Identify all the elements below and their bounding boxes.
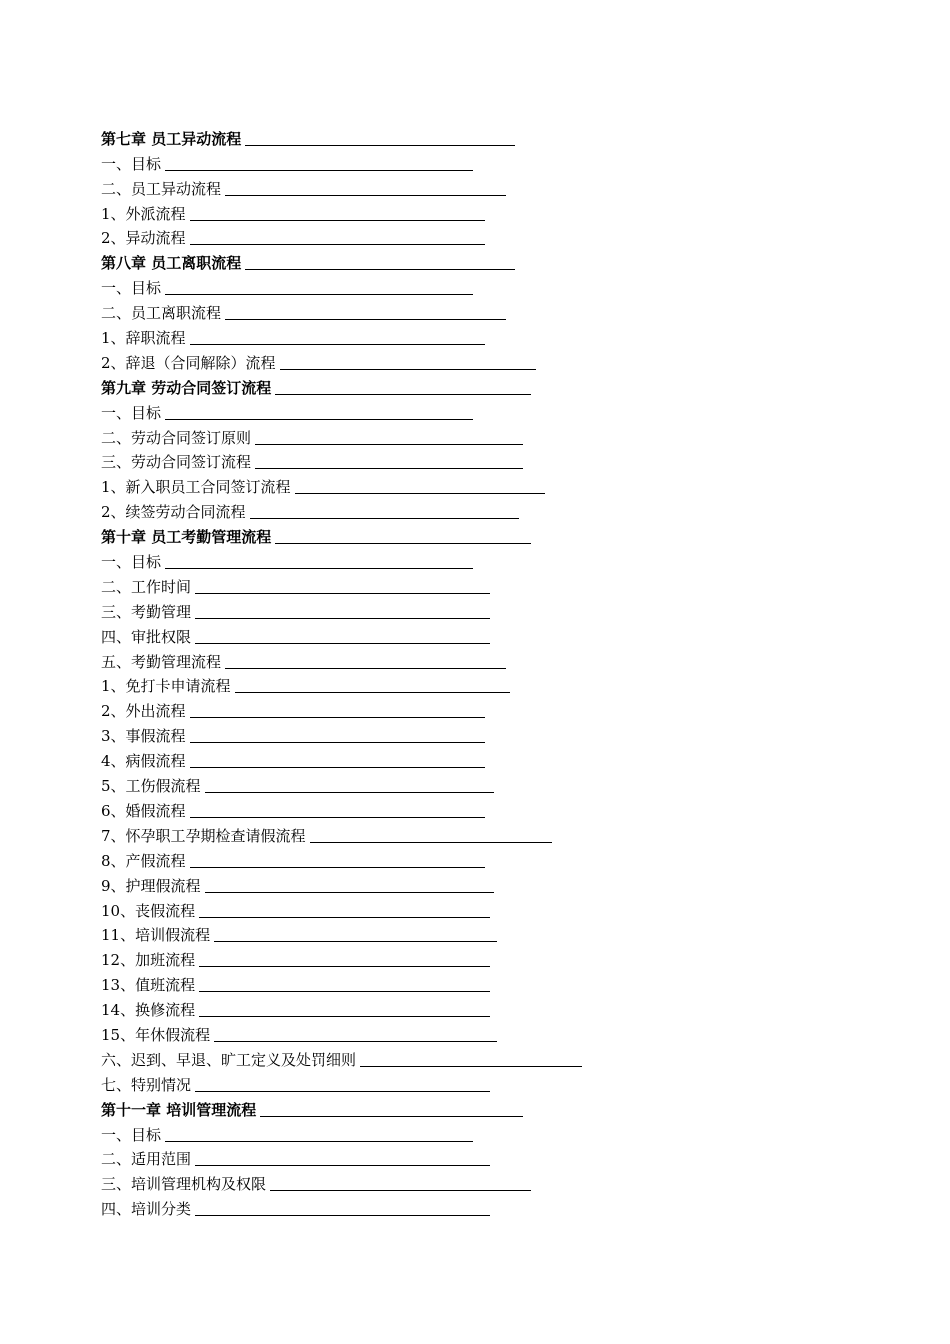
toc-entry-title: 5、工伤假流程: [101, 777, 201, 796]
toc-entry: [101, 1070, 661, 1095]
toc-entry-title: 一、目标: [101, 403, 162, 422]
toc-entry: [101, 423, 661, 448]
toc-leader-line: [165, 294, 473, 295]
toc-entry-title: 六、迟到、早退、旷工定义及处罚细则: [101, 1050, 357, 1069]
toc-entry: [101, 149, 661, 174]
toc-entry: [101, 348, 661, 373]
toc-entry: [101, 472, 661, 497]
toc-entry: [101, 323, 661, 348]
toc-leader-line: [190, 767, 485, 768]
toc-entry-title: 第七章 员工异动流程: [101, 129, 242, 148]
toc-entry-title: 二、适用范围: [101, 1150, 192, 1169]
toc-entry-title: 三、培训管理机构及权限: [101, 1175, 267, 1194]
toc-entry: [101, 298, 661, 323]
toc-entry: [101, 398, 661, 423]
toc-leader-line: [195, 618, 490, 619]
toc-entry: [101, 647, 661, 672]
toc-entry-title: 三、考勤管理: [101, 602, 192, 621]
toc-entry: [101, 721, 661, 746]
toc-entry: [101, 273, 661, 298]
toc-entry: [101, 174, 661, 199]
toc-leader-line: [190, 344, 485, 345]
toc-entry-title: 一、目标: [101, 1125, 162, 1144]
toc-entry-title: 1、免打卡申请流程: [101, 677, 231, 696]
toc-entry: [101, 547, 661, 572]
toc-entry-title: 二、员工异动流程: [101, 179, 222, 198]
toc-entry: [101, 199, 661, 224]
toc-leader-line: [214, 941, 497, 942]
toc-leader-line: [250, 518, 519, 519]
toc-entry: [101, 1020, 661, 1045]
toc-entry: [101, 1120, 661, 1145]
toc-entry: [101, 970, 661, 995]
toc-leader-line: [190, 244, 485, 245]
toc-leader-line: [225, 668, 506, 669]
toc-entry-title: 三、劳动合同签订流程: [101, 453, 252, 472]
toc-leader-line: [165, 568, 473, 569]
toc-leader-line: [190, 220, 485, 221]
toc-entry-title: 第九章 劳动合同签订流程: [101, 378, 272, 397]
toc-entry: [101, 1169, 661, 1194]
toc-entry-title: 2、异动流程: [101, 229, 186, 248]
toc-entry-title: 2、外出流程: [101, 702, 186, 721]
toc-leader-line: [235, 692, 510, 693]
toc-entry: [101, 224, 661, 249]
toc-leader-line: [255, 468, 523, 469]
toc-leader-line: [199, 991, 490, 992]
toc-leader-line: [225, 319, 506, 320]
toc-leader-line: [205, 792, 494, 793]
toc-entry-title: 3、事假流程: [101, 727, 186, 746]
toc-entry: [101, 945, 661, 970]
toc-entry-title: 二、劳动合同签订原则: [101, 428, 252, 447]
toc-entry-title: 一、目标: [101, 553, 162, 572]
toc-entry: [101, 672, 661, 697]
toc-entry: [101, 448, 661, 473]
toc-leader-line: [190, 817, 485, 818]
toc-entry: [101, 871, 661, 896]
toc-entry: [101, 846, 661, 871]
toc-entry-title: 12、加班流程: [101, 951, 196, 970]
toc-entry-title: 1、辞职流程: [101, 329, 186, 348]
toc-entry-title: 7、怀孕职工孕期检查请假流程: [101, 826, 306, 845]
toc-leader-line: [199, 1016, 490, 1017]
toc-entry: [101, 796, 661, 821]
toc-entry-title: 七、特别情况: [101, 1075, 192, 1094]
toc-leader-line: [255, 444, 523, 445]
toc-entry-title: 2、辞退（合同解除）流程: [101, 353, 276, 372]
toc-leader-line: [199, 966, 490, 967]
toc-leader-line: [195, 1165, 490, 1166]
toc-entry-title: 1、外派流程: [101, 204, 186, 223]
toc-entry-title: 9、护理假流程: [101, 876, 201, 895]
toc-entry-title: 2、续签劳动合同流程: [101, 503, 246, 522]
toc-entry: [101, 771, 661, 796]
toc-entry-title: 一、目标: [101, 279, 162, 298]
toc-entry: [101, 696, 661, 721]
toc-entry-title: 8、产假流程: [101, 851, 186, 870]
toc-entry-title: 第十章 员工考勤管理流程: [101, 528, 272, 547]
toc-leader-line: [195, 643, 490, 644]
toc-entry: [101, 821, 661, 846]
toc-leader-line: [199, 917, 490, 918]
toc-entry-title: 四、培训分类: [101, 1200, 192, 1219]
toc-leader-line: [195, 1091, 490, 1092]
toc-entry: [101, 1045, 661, 1070]
toc-chapter-entry: [101, 522, 661, 547]
toc-leader-line: [270, 1190, 531, 1191]
toc-chapter-entry: [101, 1095, 661, 1120]
toc-leader-line: [165, 1141, 473, 1142]
toc-entry: [101, 597, 661, 622]
toc-entry: [101, 896, 661, 921]
toc-entry-title: 11、培训假流程: [101, 926, 211, 945]
toc-entry-title: 6、婚假流程: [101, 801, 186, 820]
toc-entry-title: 4、病假流程: [101, 752, 186, 771]
toc-entry: [101, 572, 661, 597]
toc-entry-title: 第十一章 培训管理流程: [101, 1100, 257, 1119]
toc-leader-line: [275, 394, 531, 395]
toc-entry: [101, 622, 661, 647]
toc-leader-line: [310, 842, 552, 843]
toc-entry-title: 14、换修流程: [101, 1001, 196, 1020]
toc-leader-line: [165, 170, 473, 171]
toc-leader-line: [195, 593, 490, 594]
toc-entry-title: 第八章 员工离职流程: [101, 254, 242, 273]
toc-entry-title: 一、目标: [101, 154, 162, 173]
toc-leader-line: [190, 717, 485, 718]
toc-entry-title: 五、考勤管理流程: [101, 652, 222, 671]
toc-leader-line: [195, 1215, 490, 1216]
toc-leader-line: [280, 369, 536, 370]
toc-entry-title: 10、丧假流程: [101, 901, 196, 920]
toc-entry-title: 1、新入职员工合同签订流程: [101, 478, 291, 497]
table-of-contents: [101, 124, 661, 1219]
toc-leader-line: [190, 742, 485, 743]
toc-entry-title: 四、审批权限: [101, 627, 192, 646]
toc-chapter-entry: [101, 124, 661, 149]
toc-entry: [101, 1194, 661, 1219]
toc-leader-line: [225, 195, 506, 196]
toc-entry-title: 二、工作时间: [101, 577, 192, 596]
toc-leader-line: [245, 145, 515, 146]
toc-leader-line: [260, 1116, 523, 1117]
toc-entry-title: 二、员工离职流程: [101, 304, 222, 323]
toc-leader-line: [360, 1066, 582, 1067]
toc-entry: [101, 995, 661, 1020]
toc-entry-title: 13、值班流程: [101, 976, 196, 995]
toc-chapter-entry: [101, 248, 661, 273]
toc-entry: [101, 746, 661, 771]
toc-entry: [101, 1145, 661, 1170]
toc-leader-line: [275, 543, 531, 544]
toc-leader-line: [190, 867, 485, 868]
toc-leader-line: [295, 493, 545, 494]
toc-leader-line: [165, 419, 473, 420]
toc-entry-title: 15、年休假流程: [101, 1025, 211, 1044]
toc-leader-line: [205, 892, 494, 893]
toc-chapter-entry: [101, 373, 661, 398]
toc-leader-line: [214, 1041, 497, 1042]
toc-entry: [101, 921, 661, 946]
toc-leader-line: [245, 269, 515, 270]
toc-entry: [101, 497, 661, 522]
